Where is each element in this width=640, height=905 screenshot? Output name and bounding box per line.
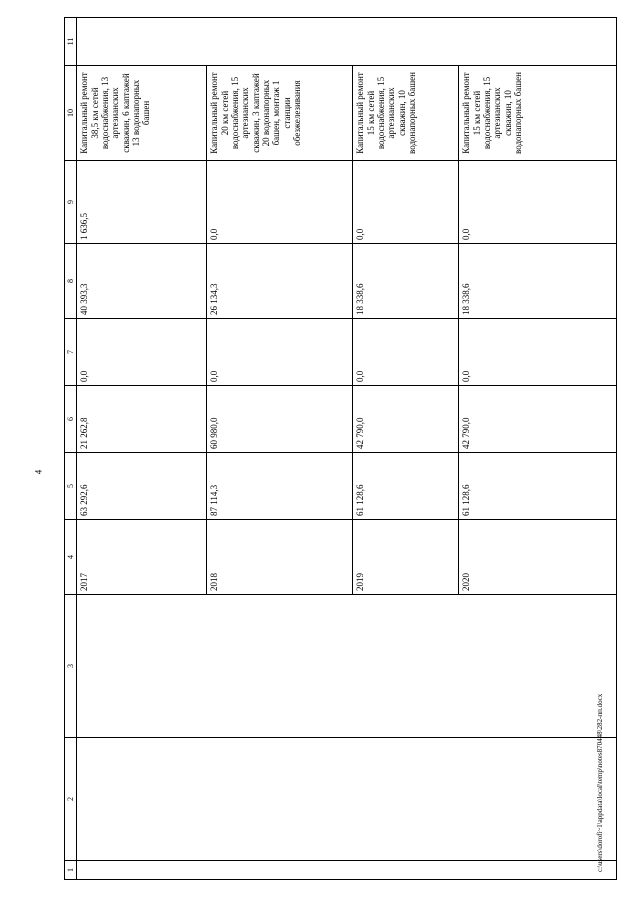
cell-col10: Капитальный ремонт 38,5 км сетей водоснабжения, 13 артезианских скважин, 6 каптажей 13 водонапорных башен — [77, 66, 207, 161]
cell-col10: Капитальный ремонт 20 км сетей водоснабжения, 15 артезианских скважин, 3 каптажей 20 водонапорных башен, монтаж 1 станции обезжелезивания — [207, 66, 353, 161]
cell-col9: 0,0 — [459, 161, 617, 244]
cell-col7: 0,0 — [353, 319, 459, 386]
cell-col3 — [77, 595, 617, 738]
col-num-2: 2 — [65, 738, 77, 861]
cell-col8: 18 338,6 — [353, 244, 459, 319]
col-num-8: 8 — [65, 244, 77, 319]
footer-file-path: c:\users\dorofi~1\appdata\local\temp\notes870448\282-пп.docx — [596, 693, 604, 872]
col-num-6: 6 — [65, 386, 77, 453]
cell-col10: Капитальный ремонт 15 км сетей водоснабжения, 15 артезианских скважин, 10 водонапорных башен — [459, 66, 617, 161]
col-num-3: 3 — [65, 595, 77, 738]
cell-col5: 87 114,3 — [207, 453, 353, 520]
program-table — [64, 17, 617, 880]
cell-year: 2020 — [459, 520, 617, 595]
cell-col10: Капитальный ремонт 15 км сетей водоснабжения, 15 артезианских скважин, 10 водонапорных башен — [353, 66, 459, 161]
cell-col5: 61 128,6 — [353, 453, 459, 520]
page-number: 4 — [33, 469, 44, 475]
cell-col6: 60 980,0 — [207, 386, 353, 453]
col-num-5: 5 — [65, 453, 77, 520]
cell-col7: 0,0 — [459, 319, 617, 386]
cell-col5: 61 128,6 — [459, 453, 617, 520]
col-num-10: 10 — [65, 66, 77, 161]
col-num-4: 4 — [65, 520, 77, 595]
cell-col6: 21 262,8 — [77, 386, 207, 453]
cell-year: 2018 — [207, 520, 353, 595]
column-number-row — [65, 18, 77, 880]
cell-col7: 0,0 — [207, 319, 353, 386]
table-row — [77, 18, 207, 880]
col-num-1: 1 — [65, 861, 77, 880]
cell-year: 2017 — [77, 520, 207, 595]
cell-col6: 42 790,0 — [459, 386, 617, 453]
cell-col9: 0,0 — [207, 161, 353, 244]
cell-col11 — [77, 18, 617, 66]
cell-col9: 0,0 — [353, 161, 459, 244]
rotated-table-wrapper — [64, 18, 614, 880]
cell-col2 — [77, 738, 617, 861]
cell-col5: 63 292,6 — [77, 453, 207, 520]
cell-col8: 18 338,6 — [459, 244, 617, 319]
cell-col8: 26 134,3 — [207, 244, 353, 319]
col-num-9: 9 — [65, 161, 77, 244]
cell-col9: 1 636,5 — [77, 161, 207, 244]
col-num-11: 11 — [65, 18, 77, 66]
cell-col8: 40 393,3 — [77, 244, 207, 319]
cell-year: 2019 — [353, 520, 459, 595]
cell-col6: 42 790,0 — [353, 386, 459, 453]
cell-col7: 0,0 — [77, 319, 207, 386]
cell-col1 — [77, 861, 617, 880]
col-num-7: 7 — [65, 319, 77, 386]
